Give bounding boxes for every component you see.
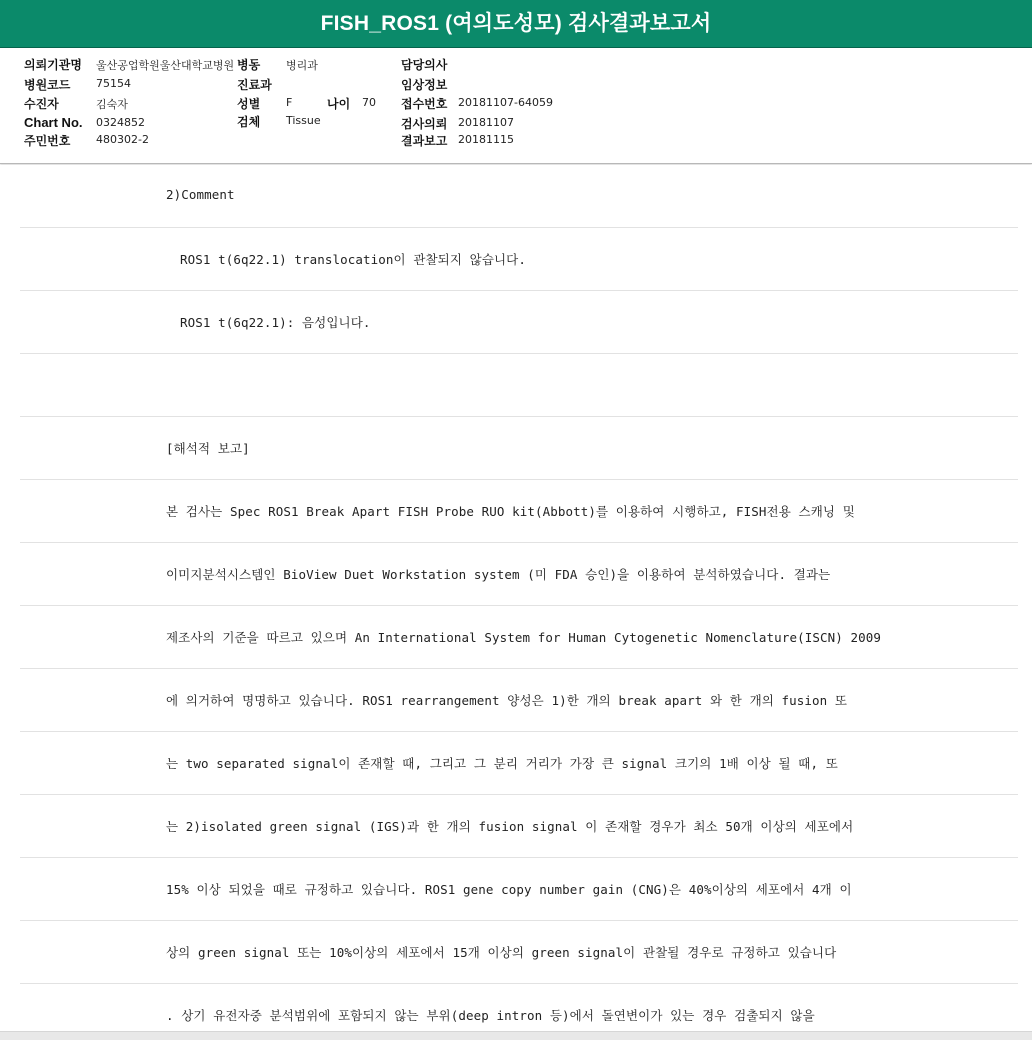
receipt-label: 접수번호 <box>401 97 448 111</box>
chart-no-value: 0324852 <box>96 116 145 129</box>
report-line-text: . 상기 유전자중 분석범위에 포함되지 않는 부위(deep intron 등)에서 돌연변이가 있는 경우 검출되지 않을 <box>166 1008 815 1023</box>
report-line <box>20 921 1018 984</box>
hospital-code-label: 병원코드 <box>24 78 71 92</box>
report-line <box>20 669 1018 732</box>
age-value: 70 <box>362 96 376 109</box>
patient-value: 김숙자 <box>96 98 128 111</box>
report-line-text: 본 검사는 Spec ROS1 Break Apart FISH Probe RUO kit(Abbott)를 이용하여 시행하고, FISH전용 스캐닝 및 <box>166 504 855 519</box>
institution-label: 의뢰기관명 <box>24 58 82 72</box>
report-line <box>20 291 1018 354</box>
request-label: 검사의뢰 <box>401 117 448 131</box>
sex-label: 성별 <box>237 97 261 111</box>
resident-label: 주민번호 <box>24 134 71 148</box>
report-line <box>20 228 1018 291</box>
report-line-text: 는 two separated signal이 존재할 때, 그리고 그 분리 거리가 가장 큰 signal 크기의 1배 이상 될 때, 또 <box>166 756 838 771</box>
hospital-code-value: 75154 <box>96 77 131 90</box>
specimen-label: 검체 <box>237 115 261 129</box>
report-line <box>20 732 1018 795</box>
report-line <box>20 606 1018 669</box>
report-line-text: 제조사의 기준을 따르고 있으며 An International System for Human Cytogenetic Nomenclature(ISCN) 2009 <box>166 630 881 645</box>
report-line-text: 상의 green signal 또는 10%이상의 세포에서 15개 이상의 green signal이 관찰될 경우로 규정하고 있습니다 <box>166 945 837 960</box>
report-line-text: 2)Comment <box>166 187 235 202</box>
request-value: 20181107 <box>458 116 514 129</box>
report-content[interactable] <box>0 165 1032 1031</box>
ward-label: 병동 <box>237 58 261 72</box>
sex-value: F <box>286 96 293 109</box>
patient-info-panel <box>0 48 1032 164</box>
department-label: 진료과 <box>237 78 272 92</box>
report-line-text: 이미지분석시스템인 BioView Duet Workstation system (미 FDA 승인)을 이용하여 분석하였습니다. 결과는 <box>166 567 831 582</box>
specimen-value: Tissue <box>286 114 321 127</box>
report-line <box>20 165 1018 228</box>
ward-value: 병리과 <box>286 59 318 72</box>
bottom-scroll-area <box>0 1031 1032 1040</box>
report-line-text: [해석적 보고] <box>166 441 250 456</box>
patient-label: 수진자 <box>24 97 59 111</box>
report-line-text: 는 2)isolated green signal (IGS)과 한 개의 fusion signal 이 존재할 경우가 최소 50개 이상의 세포에서 <box>166 819 854 834</box>
report-date-value: 20181115 <box>458 133 514 146</box>
doctor-label: 담당의사 <box>401 58 448 72</box>
report-line-text: 에 의거하여 명명하고 있습니다. ROS1 rearrangement 양성은 1)한 개의 break apart 와 한 개의 fusion 또 <box>166 693 848 708</box>
report-line <box>20 795 1018 858</box>
report-line <box>20 543 1018 606</box>
institution-value: 울산공업학원울산대학교병원 <box>96 59 235 72</box>
report-line-text: ROS1 t(6q22.1) translocation이 관찰되지 않습니다. <box>180 252 526 267</box>
receipt-value: 20181107-64059 <box>458 96 553 109</box>
report-line <box>20 417 1018 480</box>
report-line <box>20 858 1018 921</box>
report-line <box>20 480 1018 543</box>
report-date-label: 결과보고 <box>401 134 448 148</box>
clinical-info-label: 임상정보 <box>401 78 448 92</box>
report-line <box>20 354 1018 417</box>
resident-value: 480302-2 <box>96 133 149 146</box>
chart-no-label: Chart No. <box>24 115 83 130</box>
age-label: 나이 <box>327 97 351 111</box>
report-line <box>20 984 1018 1031</box>
report-line-text: ROS1 t(6q22.1): 음성입니다. <box>180 315 371 330</box>
report-line-text: 15% 이상 되었을 때로 규정하고 있습니다. ROS1 gene copy number gain (CNG)은 40%이상의 세포에서 4개 이 <box>166 882 852 897</box>
report-title: FISH_ROS1 (여의도성모) 검사결과보고서 <box>0 0 1032 48</box>
